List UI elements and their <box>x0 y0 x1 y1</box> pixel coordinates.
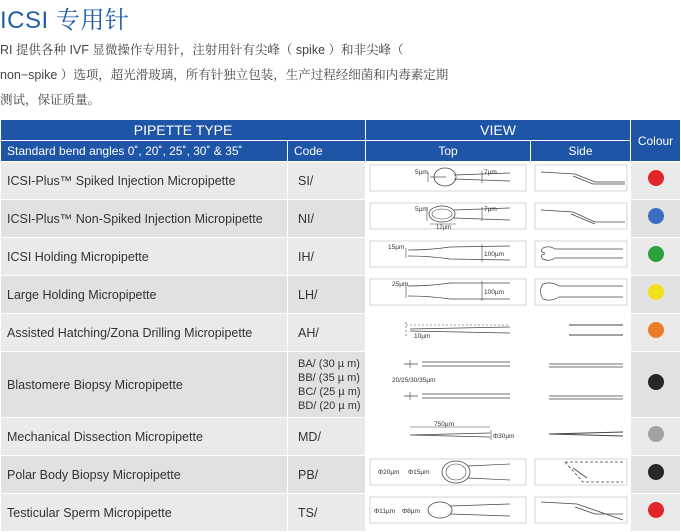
table-row <box>1 238 681 276</box>
pipette-name: Assisted Hatching/Zona Drilling Micropipette <box>1 314 288 352</box>
table-row <box>1 200 681 238</box>
header-pipette-type: PIPETTE TYPE <box>1 120 366 141</box>
colour-dot <box>648 426 664 442</box>
pipette-name: ICSI Holding Micropipette <box>1 238 288 276</box>
page-title: ICSI 专用针 <box>0 7 130 34</box>
top-view-diagram <box>366 352 531 418</box>
top-view-diagram <box>366 456 531 494</box>
pipette-name: Mechanical Dissection Micropipette <box>1 418 288 456</box>
header-bend-angles: Standard bend angles 0˚, 20˚, 25˚, 30˚ & 35˚ <box>1 141 288 162</box>
table-row <box>1 276 681 314</box>
pipette-code: TS/ <box>288 494 366 532</box>
top-label: 10µm <box>414 333 431 340</box>
top-label: Φ15µm <box>408 469 430 476</box>
side-view-diagram <box>531 314 631 352</box>
side-view-diagram <box>531 238 631 276</box>
pipette-spec-table <box>0 119 681 532</box>
colour-dot <box>648 502 664 518</box>
top-view-diagram <box>366 238 531 276</box>
top-view-diagram <box>366 162 531 200</box>
header-view: VIEW <box>366 120 631 141</box>
colour-dot <box>648 284 664 300</box>
top-label: 7µm <box>484 206 497 213</box>
header-code: Code <box>288 141 366 162</box>
top-view-diagram <box>366 200 531 238</box>
pipette-code: PB/ <box>288 456 366 494</box>
side-view-diagram <box>531 200 631 238</box>
side-view-diagram <box>531 418 631 456</box>
top-label: 20/25/30/35µm <box>392 377 436 384</box>
pipette-code: BC/ (25 µ m) <box>298 385 361 398</box>
table-row <box>1 494 681 532</box>
top-label: 100µm <box>484 251 505 258</box>
side-view-diagram <box>531 352 631 418</box>
pipette-name: ICSI-Plus™ Spiked Injection Micropipette <box>1 162 288 200</box>
header-colour: Colour <box>631 120 681 162</box>
pipette-name: Blastomere Biopsy Micropipette <box>1 352 288 418</box>
pipette-name: Large Holding Micropipette <box>1 276 288 314</box>
pipette-code: BB/ (35 µ m) <box>298 371 360 384</box>
table-row <box>1 456 681 494</box>
top-view-diagram <box>366 418 531 456</box>
top-label: 100µm <box>484 289 505 296</box>
top-label: 5µm <box>415 169 428 176</box>
colour-dot <box>648 322 664 338</box>
pipette-code: LH/ <box>288 276 366 314</box>
top-label: 25µm <box>392 281 409 288</box>
intro-paragraph: RI 提供各种 IVF 显微操作专用针，注射用针有尖峰（ spike ）和非尖峰（ non−spike ）选项，超光滑玻璃，所有针独立包装，生产过程经细菌和内毒素定期测试，保证质量。 <box>0 43 449 107</box>
table-row <box>1 352 681 418</box>
table-row <box>1 418 681 456</box>
top-label: 750µm <box>434 421 455 428</box>
colour-dot <box>648 464 664 480</box>
side-view-diagram <box>531 494 631 532</box>
top-view-diagram <box>366 276 531 314</box>
pipette-name: Testicular Sperm Micropipette <box>1 494 288 532</box>
header-side: Side <box>531 141 631 162</box>
pipette-code: SI/ <box>288 162 366 200</box>
pipette-name: ICSI-Plus™ Non-Spiked Injection Micropipette <box>1 200 288 238</box>
top-label: 12µm <box>436 225 452 231</box>
pipette-code: AH/ <box>288 314 366 352</box>
colour-dot <box>648 170 664 186</box>
pipette-code-list <box>288 352 366 418</box>
side-view-diagram <box>531 456 631 494</box>
top-label: 15µm <box>388 244 405 251</box>
colour-dot <box>648 208 664 224</box>
pipette-code: MD/ <box>288 418 366 456</box>
side-view-diagram <box>531 162 631 200</box>
pipette-code: IH/ <box>288 238 366 276</box>
table-row <box>1 314 681 352</box>
pipette-code: NI/ <box>288 200 366 238</box>
top-label: 5µm <box>415 206 428 213</box>
top-view-diagram <box>366 494 531 532</box>
pipette-name: Polar Body Biopsy Micropipette <box>1 456 288 494</box>
top-label: 7µm <box>484 169 497 176</box>
top-label: Φ30µm <box>493 433 515 440</box>
top-view-diagram <box>366 314 531 352</box>
top-label: Φ11µm <box>374 508 396 515</box>
pipette-code: BD/ (20 µ m) <box>298 399 361 412</box>
pipette-code: BA/ (30 µ m) <box>298 357 360 370</box>
colour-dot <box>648 246 664 262</box>
colour-dot <box>648 374 664 390</box>
top-label: Φ8µm <box>402 508 420 515</box>
table-row <box>1 162 681 200</box>
side-view-diagram <box>531 276 631 314</box>
top-label: Φ20µm <box>378 469 400 476</box>
header-top: Top <box>366 141 531 162</box>
